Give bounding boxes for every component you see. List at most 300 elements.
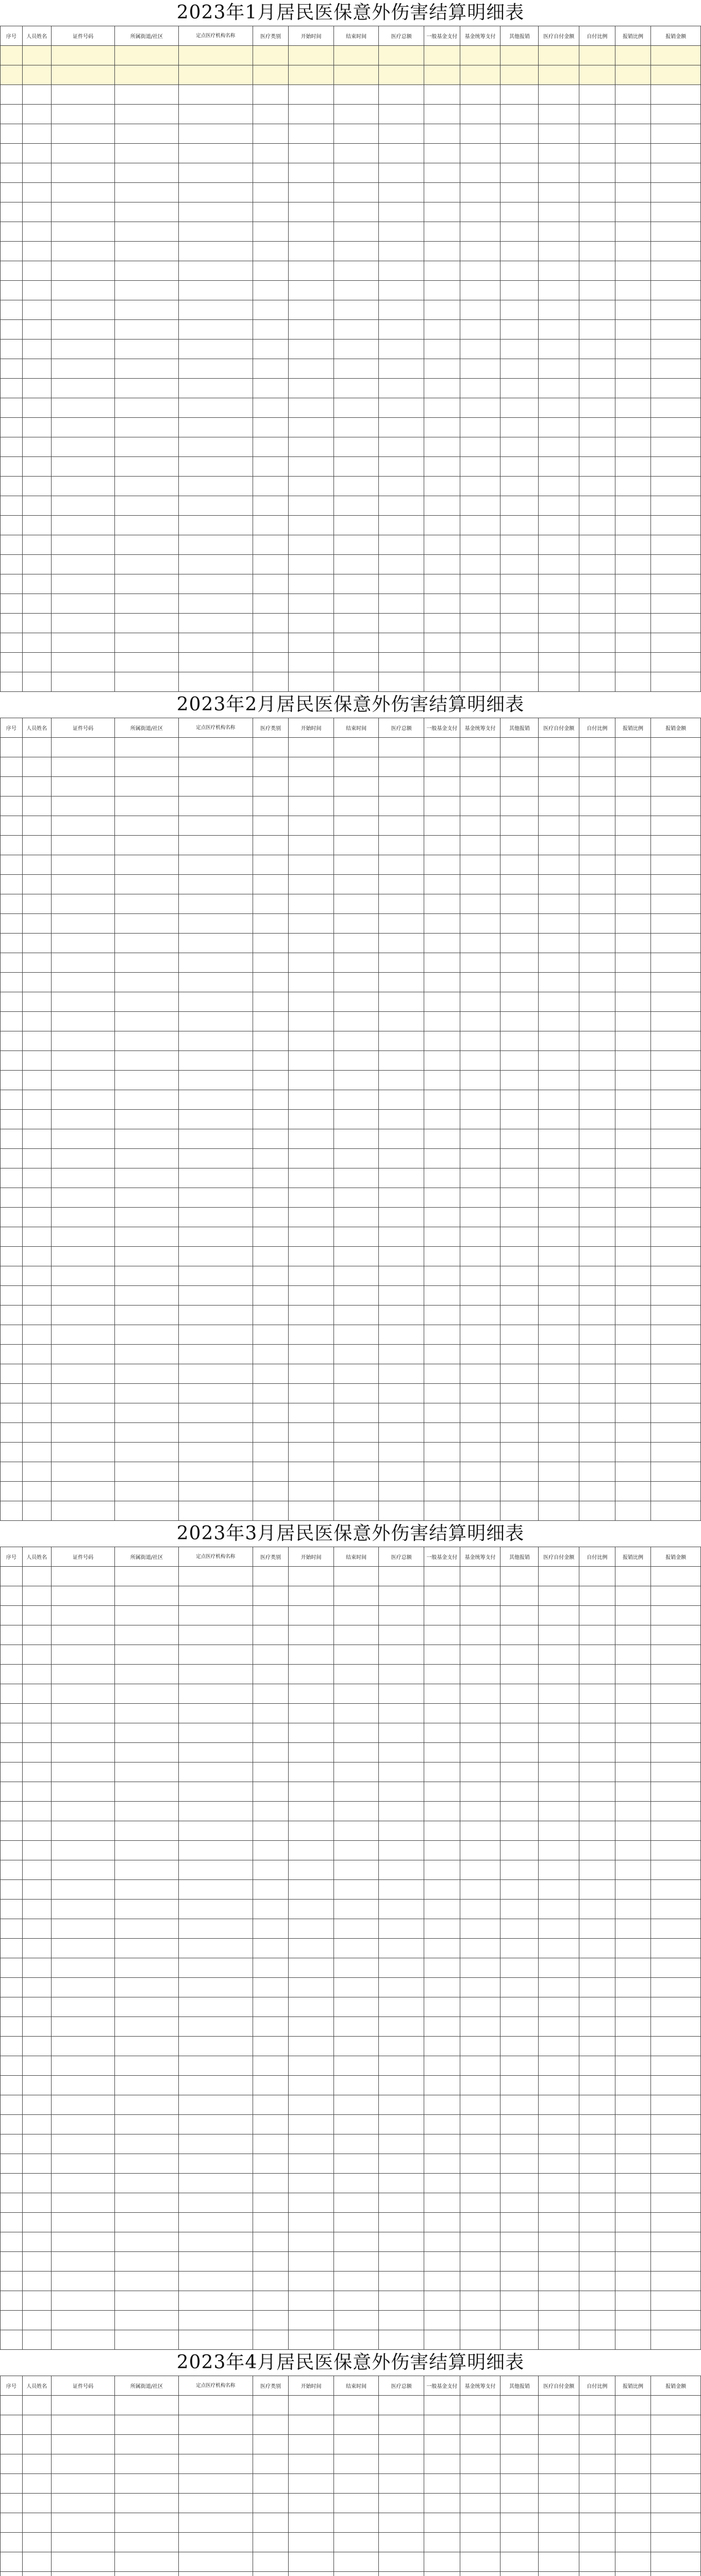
table-cell xyxy=(178,1012,253,1031)
table-cell xyxy=(460,1880,500,1900)
table-cell xyxy=(333,2213,379,2232)
table-cell xyxy=(115,934,179,953)
table-cell xyxy=(579,614,615,633)
table-cell xyxy=(539,2435,579,2454)
table-cell xyxy=(424,1704,460,1723)
table-cell xyxy=(115,2572,179,2576)
table-cell xyxy=(379,875,424,894)
table-row xyxy=(1,477,701,496)
table-cell xyxy=(1,281,23,300)
table-cell xyxy=(651,2213,701,2232)
table-cell xyxy=(539,1860,579,1880)
table-cell xyxy=(253,2037,289,2056)
table-cell xyxy=(51,1208,115,1227)
table-cell xyxy=(500,1227,539,1247)
table-cell xyxy=(424,2396,460,2415)
table-cell xyxy=(115,1051,179,1071)
table-cell xyxy=(333,183,379,202)
table-cell xyxy=(460,1110,500,1129)
table-cell xyxy=(253,1110,289,1129)
table-cell xyxy=(253,242,289,261)
table-cell xyxy=(289,1802,334,1821)
table-cell xyxy=(379,1782,424,1802)
table-cell xyxy=(51,738,115,757)
table-cell xyxy=(615,1266,651,1286)
table-cell xyxy=(1,1384,23,1403)
table-cell xyxy=(460,418,500,437)
table-cell xyxy=(651,1443,701,1462)
table-cell xyxy=(115,1012,179,1031)
table-cell xyxy=(51,1665,115,1684)
table-cell xyxy=(253,1129,289,1149)
table-cell xyxy=(115,2435,179,2454)
table-row xyxy=(1,836,701,855)
table-cell xyxy=(651,973,701,992)
table-cell xyxy=(460,457,500,477)
table-cell xyxy=(333,202,379,222)
table-cell xyxy=(333,1188,379,1208)
table-cell xyxy=(539,300,579,320)
table-cell xyxy=(460,914,500,934)
table-cell xyxy=(500,653,539,672)
table-cell xyxy=(615,875,651,894)
table-cell xyxy=(651,2552,701,2572)
table-cell xyxy=(115,437,179,457)
table-cell xyxy=(651,46,701,65)
table-cell xyxy=(615,1364,651,1384)
table-cell xyxy=(615,953,651,973)
table-cell xyxy=(615,1012,651,1031)
table-cell xyxy=(579,1110,615,1129)
table-cell xyxy=(178,1227,253,1247)
table-cell xyxy=(333,1423,379,1443)
table-cell xyxy=(178,1860,253,1880)
table-cell xyxy=(22,1306,51,1325)
table-cell xyxy=(289,1227,334,1247)
table-cell xyxy=(51,2017,115,2037)
table-cell xyxy=(289,757,334,777)
table-cell xyxy=(460,2435,500,2454)
table-cell xyxy=(460,46,500,65)
table-cell xyxy=(460,2454,500,2474)
table-cell xyxy=(651,555,701,574)
table-cell xyxy=(424,2572,460,2576)
table-cell xyxy=(22,202,51,222)
table-cell xyxy=(615,1684,651,1704)
table-cell xyxy=(500,359,539,379)
table-cell xyxy=(579,163,615,183)
table-cell xyxy=(115,1997,179,2017)
table-cell xyxy=(115,1625,179,1645)
column-header: 医疗类别 xyxy=(253,718,289,738)
table-cell xyxy=(178,2291,253,2311)
table-cell xyxy=(500,2213,539,2232)
table-cell xyxy=(424,1168,460,1188)
table-row xyxy=(1,1743,701,1762)
table-cell xyxy=(253,1364,289,1384)
table-cell xyxy=(178,2095,253,2115)
table-cell xyxy=(460,614,500,633)
table-cell xyxy=(289,2017,334,2037)
table-cell xyxy=(615,496,651,516)
table-cell xyxy=(579,973,615,992)
table-cell xyxy=(500,242,539,261)
table-cell xyxy=(539,1704,579,1723)
table-cell xyxy=(539,2115,579,2134)
table-cell xyxy=(333,65,379,85)
table-cell xyxy=(460,1625,500,1645)
table-cell xyxy=(500,2396,539,2415)
table-cell xyxy=(22,2252,51,2272)
table-cell xyxy=(379,1860,424,1880)
table-cell xyxy=(579,300,615,320)
table-cell xyxy=(460,1482,500,1501)
table-cell xyxy=(379,2474,424,2494)
table-cell xyxy=(379,1462,424,1482)
table-cell xyxy=(500,574,539,594)
table-cell xyxy=(615,1090,651,1110)
table-cell xyxy=(289,1684,334,1704)
table-cell xyxy=(178,574,253,594)
table-cell xyxy=(651,242,701,261)
table-cell xyxy=(178,1168,253,1188)
table-cell xyxy=(289,2396,334,2415)
table-cell xyxy=(178,1247,253,1266)
column-header: 医疗自付金额 xyxy=(539,2376,579,2396)
table-cell xyxy=(615,1168,651,1188)
table-cell xyxy=(615,1345,651,1364)
table-cell xyxy=(178,2232,253,2252)
table-cell xyxy=(500,300,539,320)
table-cell xyxy=(379,914,424,934)
table-cell xyxy=(1,594,23,614)
table-cell xyxy=(178,418,253,437)
table-cell xyxy=(579,1012,615,1031)
table-cell xyxy=(115,1462,179,1482)
table-cell xyxy=(333,2494,379,2513)
table-cell xyxy=(539,202,579,222)
table-row xyxy=(1,1919,701,1939)
table-cell xyxy=(615,1462,651,1482)
table-cell xyxy=(51,914,115,934)
table-cell xyxy=(379,934,424,953)
table-cell xyxy=(115,894,179,914)
table-cell xyxy=(579,202,615,222)
table-cell xyxy=(51,105,115,124)
table-cell xyxy=(615,1958,651,1978)
table-cell xyxy=(1,1403,23,1423)
table-cell xyxy=(539,379,579,398)
table-row xyxy=(1,1958,701,1978)
table-cell xyxy=(333,1860,379,1880)
table-cell xyxy=(424,496,460,516)
table-cell xyxy=(51,2232,115,2252)
table-cell xyxy=(615,2017,651,2037)
table-cell xyxy=(115,1208,179,1227)
table-cell xyxy=(22,1841,51,1860)
table-cell xyxy=(500,2513,539,2533)
table-cell xyxy=(333,2017,379,2037)
table-cell xyxy=(51,2174,115,2193)
table-cell xyxy=(333,738,379,757)
table-cell xyxy=(115,85,179,105)
table-cell xyxy=(51,1958,115,1978)
table-cell xyxy=(460,2174,500,2193)
table-cell xyxy=(289,816,334,836)
table-cell xyxy=(379,1051,424,1071)
table-cell xyxy=(424,163,460,183)
table-cell xyxy=(1,2056,23,2076)
table-cell xyxy=(289,2056,334,2076)
table-cell xyxy=(500,555,539,574)
column-header: 定点医疗机构名称 xyxy=(178,2376,253,2396)
table-cell xyxy=(22,1645,51,1665)
table-cell xyxy=(651,953,701,973)
table-cell xyxy=(460,2272,500,2291)
month-section xyxy=(0,0,701,692)
table-cell xyxy=(651,1625,701,1645)
table-cell xyxy=(579,222,615,242)
table-cell xyxy=(460,2415,500,2435)
table-cell xyxy=(253,1723,289,1743)
table-cell xyxy=(539,261,579,281)
table-cell xyxy=(1,1364,23,1384)
table-cell xyxy=(1,953,23,973)
table-cell xyxy=(115,2017,179,2037)
table-cell xyxy=(615,1939,651,1958)
table-cell xyxy=(460,672,500,692)
table-cell xyxy=(500,2174,539,2193)
table-cell xyxy=(51,2272,115,2291)
table-cell xyxy=(539,1384,579,1403)
table-cell xyxy=(615,796,651,816)
table-row xyxy=(1,992,701,1012)
table-cell xyxy=(579,1266,615,1286)
table-cell xyxy=(51,1012,115,1031)
table-cell xyxy=(51,1860,115,1880)
table-row xyxy=(1,2076,701,2095)
table-cell xyxy=(500,281,539,300)
table-cell xyxy=(289,1129,334,1149)
table-cell xyxy=(253,1462,289,1482)
table-cell xyxy=(500,1247,539,1266)
table-cell xyxy=(500,320,539,340)
table-cell xyxy=(539,418,579,437)
table-cell xyxy=(289,1149,334,1168)
table-cell xyxy=(253,124,289,144)
table-cell xyxy=(379,1364,424,1384)
table-cell xyxy=(253,1443,289,1462)
table-cell xyxy=(460,1978,500,1997)
table-cell xyxy=(579,1306,615,1325)
table-cell xyxy=(1,2291,23,2311)
table-cell xyxy=(460,2154,500,2174)
table-cell xyxy=(22,261,51,281)
table-cell xyxy=(379,1841,424,1860)
table-cell xyxy=(333,2552,379,2572)
table-cell xyxy=(22,1802,51,1821)
table-cell xyxy=(22,973,51,992)
column-header: 报销金额 xyxy=(651,26,701,46)
table-cell xyxy=(539,1051,579,1071)
table-cell xyxy=(289,2252,334,2272)
table-cell xyxy=(1,222,23,242)
table-cell xyxy=(178,359,253,379)
table-cell xyxy=(579,2213,615,2232)
table-cell xyxy=(178,46,253,65)
table-cell xyxy=(379,1821,424,1841)
table-cell xyxy=(579,1051,615,1071)
table-cell xyxy=(460,1364,500,1384)
table-cell xyxy=(500,894,539,914)
table-cell xyxy=(1,2330,23,2350)
table-cell xyxy=(424,2115,460,2134)
header-row xyxy=(1,1547,701,1567)
table-cell xyxy=(178,281,253,300)
table-cell xyxy=(115,1090,179,1110)
table-cell xyxy=(615,633,651,653)
table-cell xyxy=(1,1306,23,1325)
table-cell xyxy=(651,1403,701,1423)
table-cell xyxy=(1,320,23,340)
table-cell xyxy=(253,594,289,614)
table-cell xyxy=(115,1110,179,1129)
table-cell xyxy=(115,672,179,692)
table-cell xyxy=(289,2174,334,2193)
table-cell xyxy=(539,1286,579,1306)
table-cell xyxy=(51,300,115,320)
table-cell xyxy=(651,261,701,281)
table-cell xyxy=(178,796,253,816)
table-cell xyxy=(22,2037,51,2056)
table-cell xyxy=(460,1384,500,1403)
table-cell xyxy=(333,1482,379,1501)
table-cell xyxy=(115,973,179,992)
table-cell xyxy=(289,2330,334,2350)
table-cell xyxy=(51,496,115,516)
table-cell xyxy=(539,2533,579,2552)
table-cell xyxy=(289,1860,334,1880)
table-cell xyxy=(539,2513,579,2533)
table-cell xyxy=(1,1482,23,1501)
table-cell xyxy=(424,1482,460,1501)
table-cell xyxy=(22,1625,51,1645)
table-row xyxy=(1,574,701,594)
table-cell xyxy=(500,2552,539,2572)
table-cell xyxy=(379,2017,424,2037)
table-cell xyxy=(500,1090,539,1110)
table-cell xyxy=(333,2076,379,2095)
table-row xyxy=(1,516,701,535)
table-cell xyxy=(253,300,289,320)
table-cell xyxy=(22,398,51,418)
table-cell xyxy=(22,1482,51,1501)
table-cell xyxy=(579,281,615,300)
table-cell xyxy=(22,757,51,777)
table-cell xyxy=(178,555,253,574)
table-cell xyxy=(500,2474,539,2494)
table-cell xyxy=(460,300,500,320)
table-cell xyxy=(460,777,500,796)
table-cell xyxy=(651,1071,701,1090)
table-row xyxy=(1,1684,701,1704)
table-cell xyxy=(22,1423,51,1443)
table-cell xyxy=(333,1345,379,1364)
table-cell xyxy=(615,222,651,242)
table-cell xyxy=(460,261,500,281)
column-header: 序号 xyxy=(1,2376,23,2396)
table-cell xyxy=(333,574,379,594)
table-cell xyxy=(51,457,115,477)
table-cell xyxy=(651,672,701,692)
table-cell xyxy=(178,1110,253,1129)
table-cell xyxy=(460,934,500,953)
column-header: 自付比例 xyxy=(579,26,615,46)
table-cell xyxy=(51,1443,115,1462)
table-cell xyxy=(178,934,253,953)
table-cell xyxy=(579,183,615,202)
table-cell xyxy=(460,1782,500,1802)
table-row xyxy=(1,281,701,300)
table-cell xyxy=(651,320,701,340)
table-cell xyxy=(289,1247,334,1266)
column-header: 医疗总额 xyxy=(379,2376,424,2396)
table-row xyxy=(1,1051,701,1071)
table-cell xyxy=(460,594,500,614)
table-cell xyxy=(539,398,579,418)
table-cell xyxy=(253,1482,289,1501)
table-cell xyxy=(289,1306,334,1325)
table-row xyxy=(1,1762,701,1782)
table-cell xyxy=(539,855,579,875)
table-cell xyxy=(460,202,500,222)
table-cell xyxy=(333,1149,379,1168)
table-cell xyxy=(539,2193,579,2213)
table-cell xyxy=(22,183,51,202)
table-cell xyxy=(500,457,539,477)
table-row xyxy=(1,1188,701,1208)
table-cell xyxy=(615,2291,651,2311)
table-cell xyxy=(460,738,500,757)
table-cell xyxy=(1,1625,23,1645)
table-cell xyxy=(579,1762,615,1782)
table-cell xyxy=(333,535,379,555)
table-cell xyxy=(379,496,424,516)
table-cell xyxy=(51,1286,115,1306)
table-cell xyxy=(253,1247,289,1266)
table-cell xyxy=(579,1743,615,1762)
table-cell xyxy=(1,555,23,574)
table-cell xyxy=(51,2252,115,2272)
table-cell xyxy=(1,65,23,85)
table-cell xyxy=(539,320,579,340)
table-cell xyxy=(424,1645,460,1665)
table-cell xyxy=(651,1501,701,1521)
table-cell xyxy=(22,1606,51,1625)
table-row xyxy=(1,457,701,477)
table-cell xyxy=(178,2494,253,2513)
column-header: 自付比例 xyxy=(579,718,615,738)
table-cell xyxy=(379,418,424,437)
table-cell xyxy=(253,1762,289,1782)
table-cell xyxy=(379,1403,424,1423)
table-cell xyxy=(579,1684,615,1704)
table-cell xyxy=(379,614,424,633)
table-cell xyxy=(253,1286,289,1306)
table-cell xyxy=(289,875,334,894)
table-cell xyxy=(1,2552,23,2572)
table-cell xyxy=(579,2533,615,2552)
